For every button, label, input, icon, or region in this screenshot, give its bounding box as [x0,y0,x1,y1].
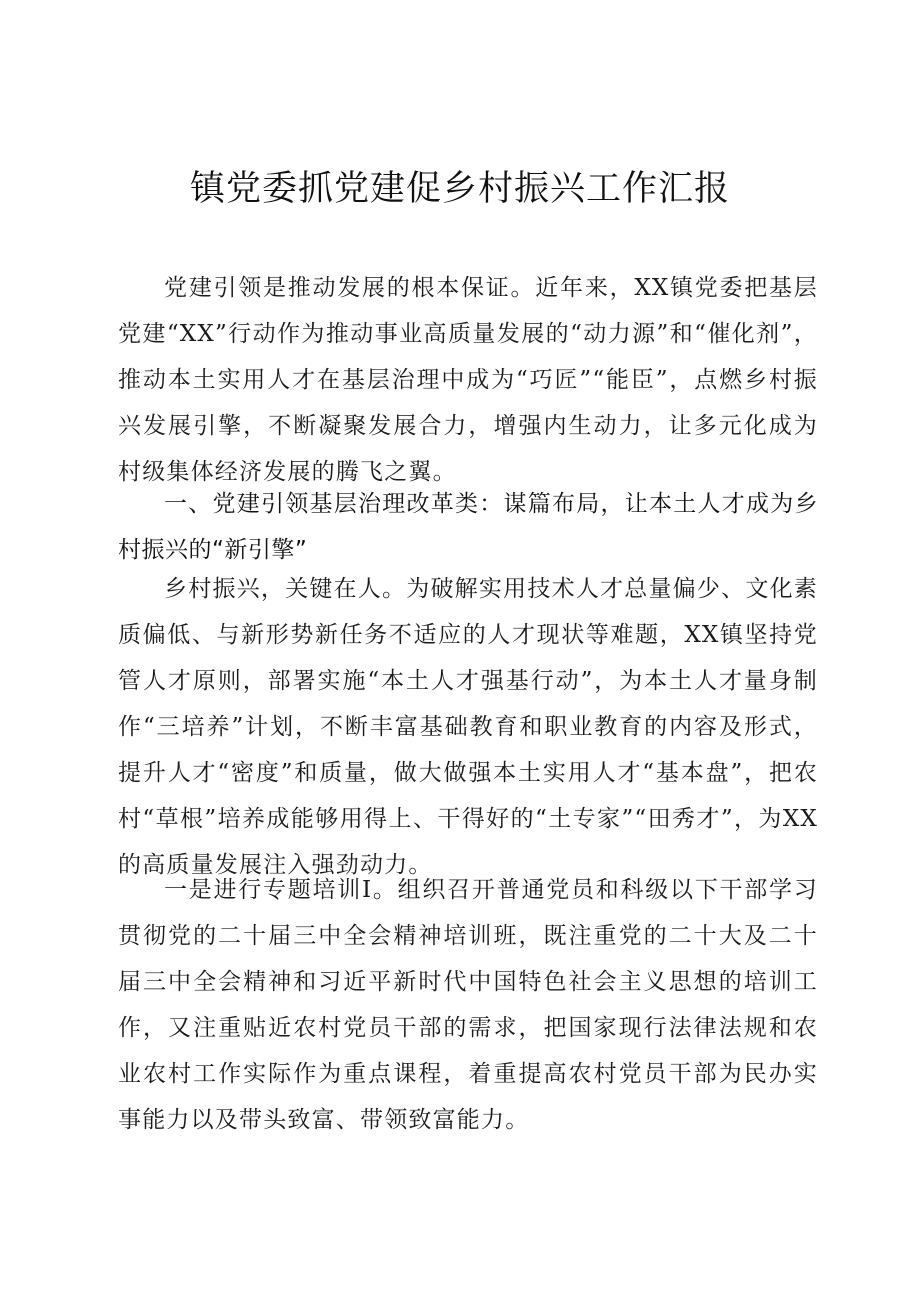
intro-paragraph: 党建引领是推动发展的根本保证。近年来，XX镇党委把基层党建“XX”行动作为推动事业高质量发展的“动力源”和“催化剂”，推动本土实用人才在基层治理中成为“巧匠”“能臣”，点燃乡村振兴发展引擎，不断凝聚发展合力，增强内生动力，让多元化成为村级集体经济发展的腾飞之翼。 [118,275,818,485]
document-title: 镇党委抓党建促乡村振兴工作汇报 [189,169,730,209]
training-paragraph: 一是进行专题培训I。组织召开普通党员和科级以下干部学习贯彻党的二十届三中全会精神培训班，既注重党的二十大及二十届三中全会精神和习近平新时代中国特色社会主义思想的培训工作，又注重贴近农村党员干部的需求，把国家现行法律法规和农业农村工作实际作为重点课程，着重提高农村党员干部为民办实事能力以及带头致富、带领致富能力。 [118,877,818,1133]
section-body-paragraph: 乡村振兴，关键在人。为破解实用技术人才总量偏少、文化素质偏低、与新形势新任务不适应的人才现状等难题，XX镇坚持党管人才原则，部署实施“本土人才强基行动”，为本土人才量身制作“三培养”计划，不断丰富基础教育和职业教育的内容及形式，提升人才“密度”和质量，做大做强本土实用人才“基本盘”，把农村“草根”培养成能够用得上、干得好的“土专家”“田秀才”，为XX的高质量发展注入强劲动力。 [118,576,818,878]
section-heading: 一、党建引领基层治理改革类：谋篇布局，让本土人才成为乡村振兴的“新引擎” [118,491,818,563]
